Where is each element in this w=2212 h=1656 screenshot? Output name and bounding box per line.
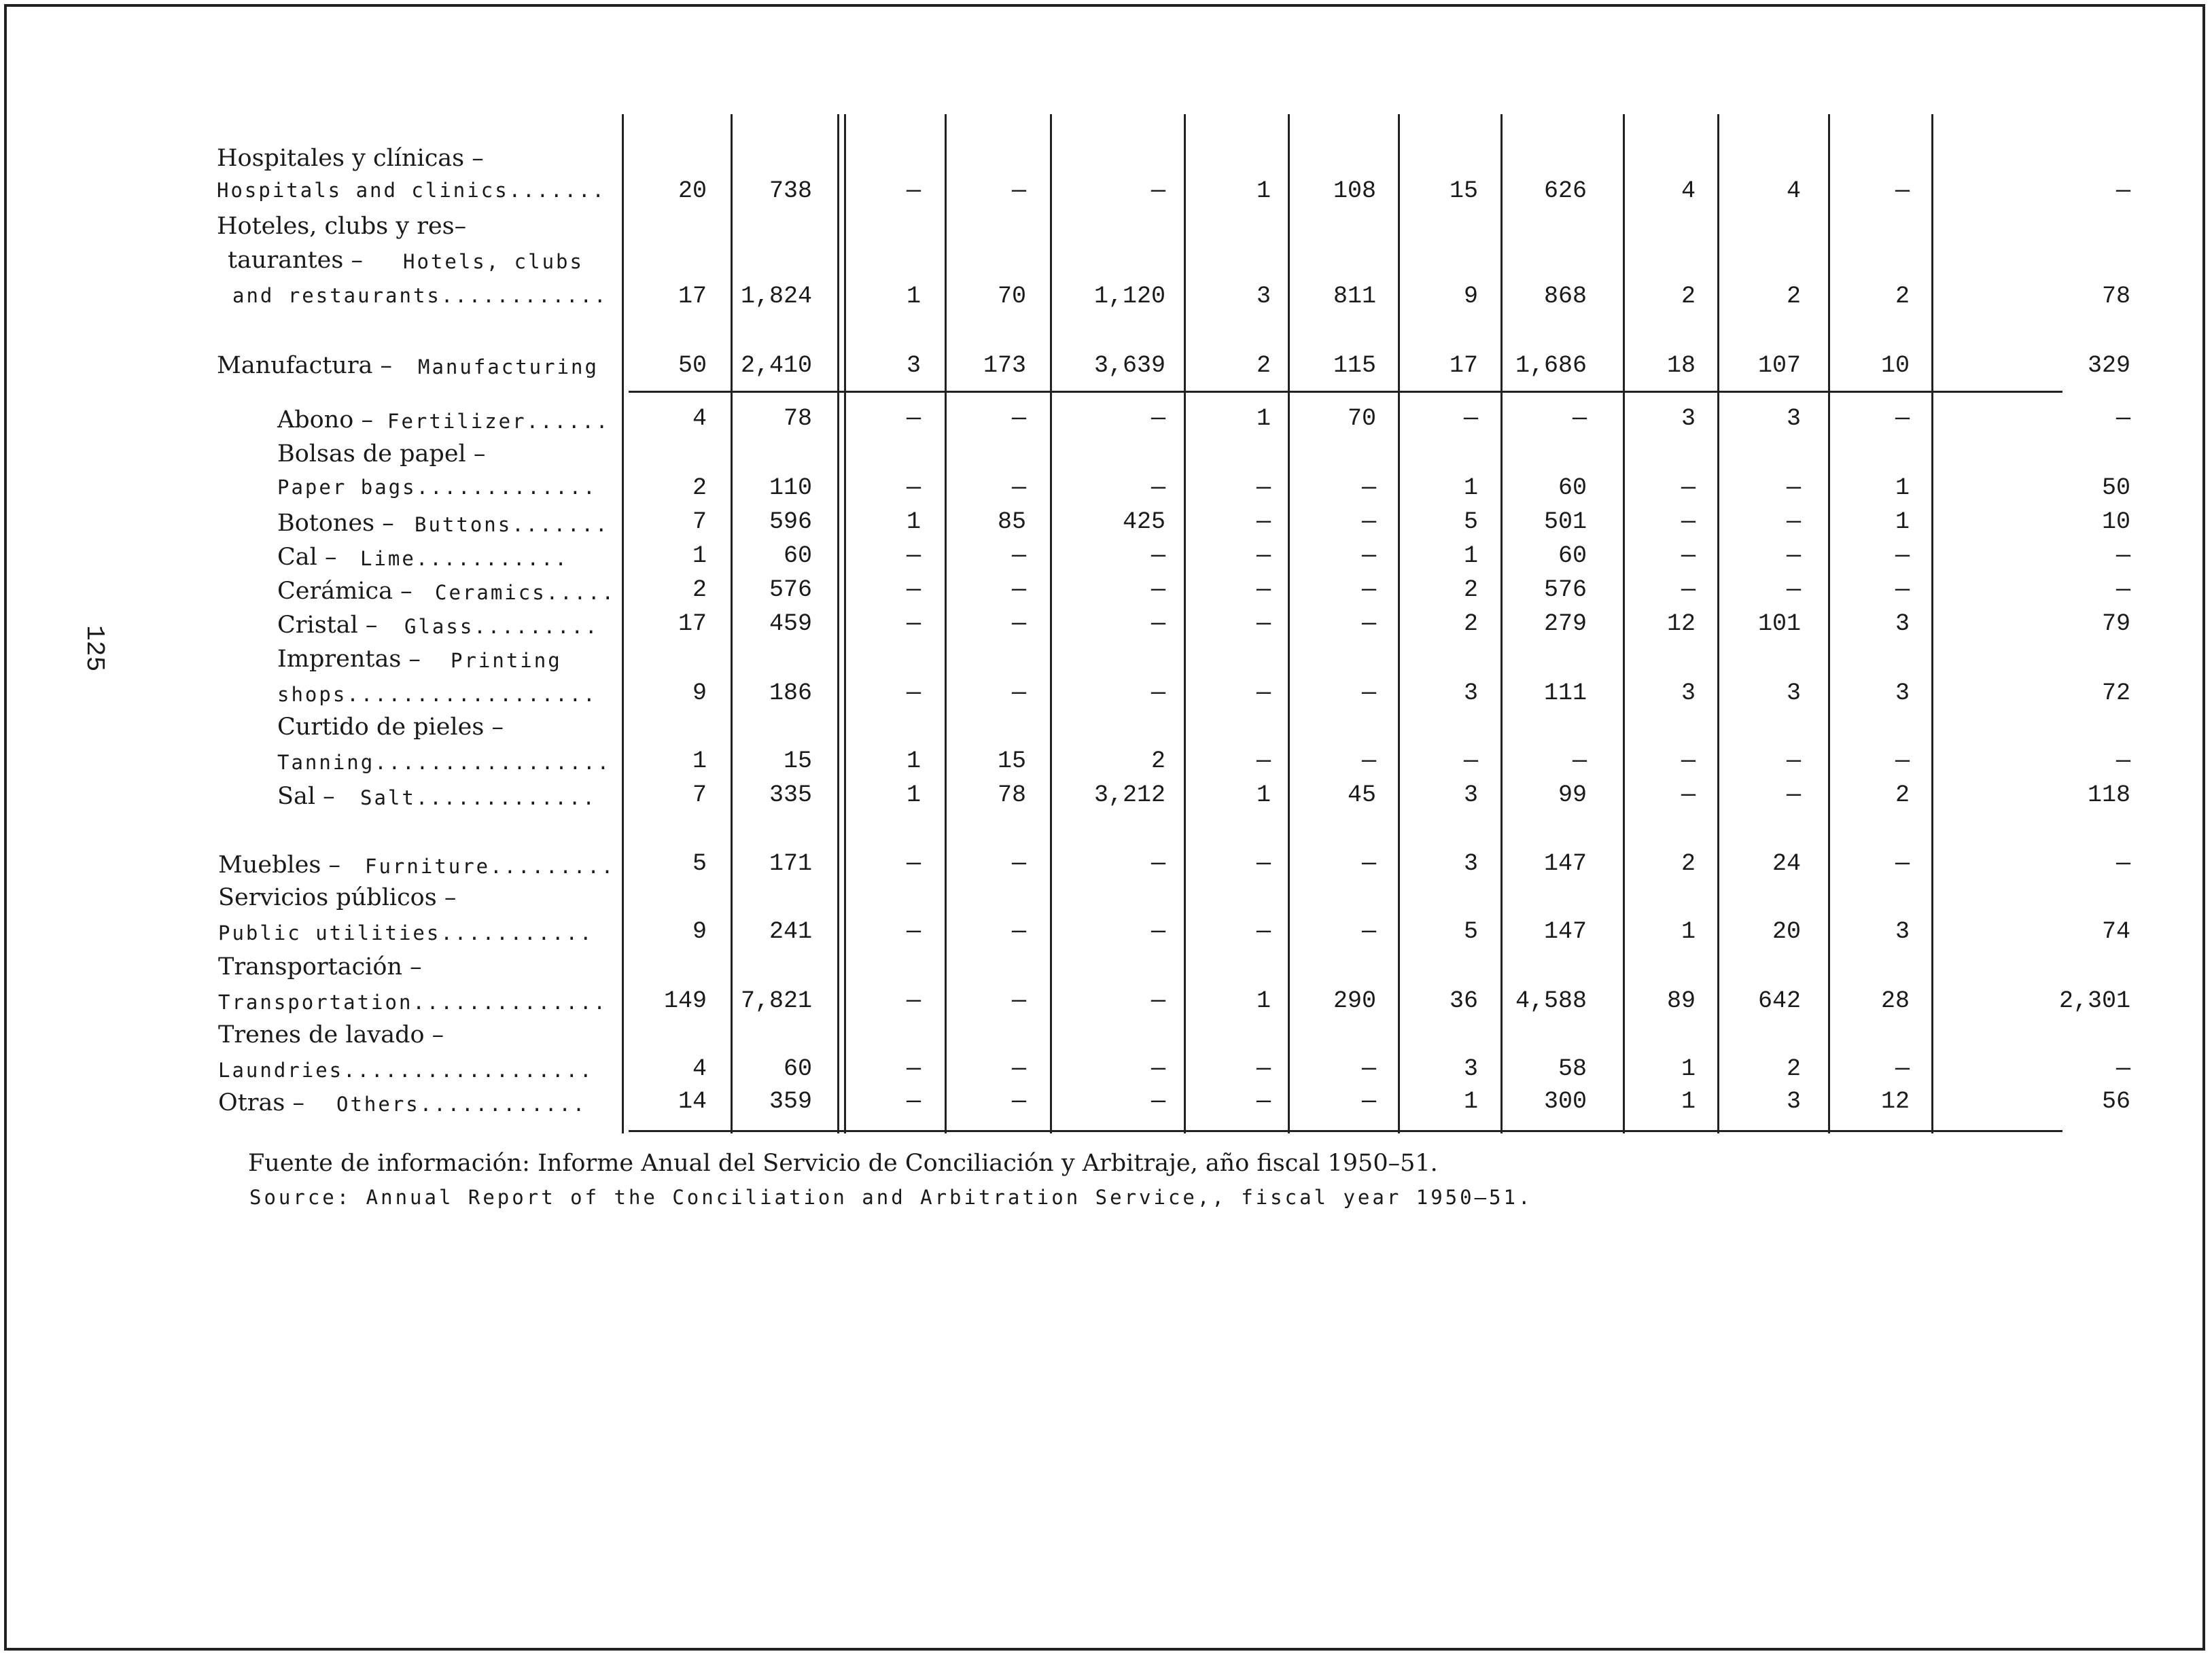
cell: 3 (1786, 405, 1801, 432)
cell: — (1256, 850, 1271, 877)
cell: — (2116, 576, 2130, 603)
row-label-es: Botones – (277, 510, 394, 537)
cell: — (1151, 610, 1165, 637)
cell: 12 (1666, 610, 1696, 637)
cell: 3 (1681, 680, 1696, 707)
row-label-en-inline: Furniture......... (365, 855, 616, 878)
cell: 4,588 (1515, 987, 1587, 1015)
cell: — (1681, 576, 1696, 603)
cell: — (906, 1055, 921, 1082)
cell: — (1256, 474, 1271, 501)
cell: 99 (1558, 781, 1587, 809)
row-label-es: Hoteles, clubs y res– (217, 213, 467, 240)
column-rule (1931, 114, 1933, 1133)
cell: 4 (1786, 177, 1801, 205)
cell: — (1256, 1055, 1271, 1082)
cell: 1 (906, 283, 921, 310)
cell: — (1256, 918, 1271, 945)
cell: 2,410 (740, 352, 812, 379)
cell: 1 (1256, 781, 1271, 809)
cell: 241 (769, 918, 812, 945)
cell: 4 (692, 405, 707, 432)
row-label-en-inline: Salt............. (360, 786, 597, 809)
row-label-en: Laundries.................. (218, 1059, 594, 1082)
cell: 2 (1463, 576, 1478, 603)
row-label-en-inline: Glass......... (404, 615, 599, 638)
cell: 335 (769, 781, 812, 809)
cell: — (906, 850, 921, 877)
bottom-rule (629, 1130, 2062, 1132)
cell: 60 (1558, 474, 1587, 501)
cell: — (906, 680, 921, 707)
row-label-es: Cristal – (277, 612, 378, 639)
cell: — (1463, 405, 1478, 432)
cell: 5 (1463, 508, 1478, 535)
cell: 173 (983, 352, 1026, 379)
row-label-es-cont: taurantes – (228, 247, 363, 274)
cell: 70 (1347, 405, 1376, 432)
cell: 9 (1463, 283, 1478, 310)
cell: 85 (997, 508, 1026, 535)
row-label-en-inline: Manufacturing (418, 355, 599, 378)
cell: — (1011, 987, 1026, 1015)
cell: 118 (2087, 781, 2130, 809)
row-label-es: Manufactura – (217, 352, 393, 379)
cell: — (1151, 177, 1165, 205)
cell: 2 (1786, 283, 1801, 310)
cell: — (1256, 1088, 1271, 1115)
cell: 1 (1256, 177, 1271, 205)
cell: 3 (1786, 680, 1801, 707)
cell: 290 (1333, 987, 1376, 1015)
cell: 78 (997, 781, 1026, 809)
cell: 12 (1880, 1088, 1910, 1115)
cell: 3 (1895, 918, 1910, 945)
cell: 17 (678, 283, 707, 310)
row-label-es: Cerámica – (277, 578, 412, 605)
row-label-en: shops.................. (277, 683, 597, 706)
cell: 2 (692, 474, 707, 501)
row-label-es: Curtido de pieles – (277, 714, 504, 741)
cell: — (1256, 576, 1271, 603)
cell: 1 (1895, 474, 1910, 501)
cell: — (1895, 542, 1910, 569)
cell: 110 (769, 474, 812, 501)
cell: — (1011, 405, 1026, 432)
cell: — (1786, 576, 1801, 603)
cell: 60 (1558, 542, 1587, 569)
cell: 4 (692, 1055, 707, 1082)
cell: 7 (692, 508, 707, 535)
cell: 28 (1880, 987, 1910, 1015)
cell: — (906, 177, 921, 205)
cell: — (1151, 405, 1165, 432)
cell: — (1011, 610, 1026, 637)
cell: 1,824 (740, 283, 812, 310)
cell: 15 (1449, 177, 1478, 205)
cell: — (1011, 474, 1026, 501)
cell: — (1681, 747, 1696, 775)
cell: 425 (1122, 508, 1165, 535)
cell: 576 (769, 576, 812, 603)
cell: — (1895, 405, 1910, 432)
cell: 1 (1681, 1055, 1696, 1082)
cell: 3 (1786, 1088, 1801, 1115)
cell: — (906, 405, 921, 432)
cell: — (1256, 680, 1271, 707)
cell: — (2116, 542, 2130, 569)
cell: — (1151, 680, 1165, 707)
cell: — (2116, 850, 2130, 877)
cell: 3 (906, 352, 921, 379)
row-label-en: Public utilities........... (218, 921, 594, 945)
cell: 171 (769, 850, 812, 877)
cell: 10 (1880, 352, 1910, 379)
cell: 1 (692, 542, 707, 569)
cell: 3 (1463, 850, 1478, 877)
row-label-en: and restaurants............ (232, 284, 608, 307)
cell: 15 (997, 747, 1026, 775)
column-rule (1050, 114, 1052, 1133)
cell: — (1151, 474, 1165, 501)
cell: — (1011, 1055, 1026, 1082)
row-label-en: Hospitals and clinics....... (217, 179, 606, 202)
cell: 576 (1543, 576, 1587, 603)
cell: 70 (997, 283, 1026, 310)
cell: — (1151, 542, 1165, 569)
cell: — (1011, 1088, 1026, 1115)
row-label-en: Transportation.............. (218, 991, 608, 1014)
cell: 17 (678, 610, 707, 637)
cell: 642 (1757, 987, 1801, 1015)
cell: 79 (2101, 610, 2130, 637)
cell: 626 (1543, 177, 1587, 205)
cell: 74 (2101, 918, 2130, 945)
cell: 359 (769, 1088, 812, 1115)
row-label-es: Bolsas de papel – (277, 440, 486, 468)
cell: 1 (1895, 508, 1910, 535)
cell: 3 (1895, 680, 1910, 707)
cell: 50 (2101, 474, 2130, 501)
cell: — (1361, 576, 1376, 603)
cell: 9 (692, 680, 707, 707)
cell: 2 (1681, 850, 1696, 877)
cell: 20 (678, 177, 707, 205)
cell: — (1681, 474, 1696, 501)
cell: 3 (1681, 405, 1696, 432)
cell: 15 (783, 747, 812, 775)
cell: 2 (1786, 1055, 1801, 1082)
row-label-es: Otras – (218, 1089, 304, 1116)
cell: 501 (1543, 508, 1587, 535)
row-label-en-inline: Others............ (336, 1093, 587, 1116)
cell: — (1895, 850, 1910, 877)
cell: — (906, 474, 921, 501)
page-number: 125 (80, 625, 109, 672)
cell: — (906, 542, 921, 569)
cell: 7 (692, 781, 707, 809)
statistics-table (207, 114, 2130, 1133)
cell: 1 (1463, 542, 1478, 569)
cell: 2 (1256, 352, 1271, 379)
cell: 2 (1151, 747, 1165, 775)
cell: 2 (1895, 781, 1910, 809)
cell: — (1895, 747, 1910, 775)
cell: 459 (769, 610, 812, 637)
cell: 9 (692, 918, 707, 945)
row-label-en: Paper bags............. (277, 476, 597, 499)
row-label-en: Tanning................. (277, 751, 612, 774)
cell: 18 (1666, 352, 1696, 379)
cell: — (1256, 508, 1271, 535)
cell: 17 (1449, 352, 1478, 379)
cell: 1 (1681, 1088, 1696, 1115)
manufacturing-rule (629, 391, 2062, 393)
cell: 2 (692, 576, 707, 603)
source-note-es: Fuente de información: Informe Anual del Servicio de Conciliación y Arbitraje, año fiscal 1950–51. (248, 1150, 1438, 1177)
cell: — (1011, 177, 1026, 205)
cell: 1 (1256, 987, 1271, 1015)
cell: 1 (1463, 474, 1478, 501)
cell: 1,120 (1093, 283, 1165, 310)
row-label-en-inline: Lime........... (360, 547, 569, 570)
cell: — (1361, 542, 1376, 569)
cell: — (906, 918, 921, 945)
row-label-es: Hospitales y clínicas – (217, 145, 484, 172)
cell: — (1151, 1055, 1165, 1082)
cell: 50 (678, 352, 707, 379)
cell: 2,301 (2058, 987, 2130, 1015)
cell: 20 (1772, 918, 1801, 945)
cell: — (1011, 850, 1026, 877)
cell: 149 (663, 987, 707, 1015)
cell: — (1011, 918, 1026, 945)
row-label-es: Trenes de lavado – (218, 1021, 444, 1049)
cell: 3 (1463, 781, 1478, 809)
cell: — (1361, 1055, 1376, 1082)
cell: — (2116, 1055, 2130, 1082)
row-label-es: Cal – (277, 544, 337, 571)
source-note-en: Source: Annual Report of the Conciliation and Arbitration Service,, fiscal year 1950–51. (249, 1186, 1533, 1209)
cell: — (906, 610, 921, 637)
cell: 7,821 (740, 987, 812, 1015)
cell: 107 (1757, 352, 1801, 379)
cell: — (1361, 850, 1376, 877)
cell: 60 (783, 1055, 812, 1082)
cell: 115 (1333, 352, 1376, 379)
cell: — (1361, 474, 1376, 501)
cell: 5 (1463, 918, 1478, 945)
cell: — (1151, 576, 1165, 603)
cell: — (1681, 508, 1696, 535)
cell: 2 (1463, 610, 1478, 637)
cell: — (1786, 542, 1801, 569)
cell: 1 (906, 508, 921, 535)
cell: — (1361, 1088, 1376, 1115)
row-label-es: Servicios públicos – (218, 884, 457, 911)
cell: 60 (783, 542, 812, 569)
cell: 4 (1681, 177, 1696, 205)
cell: 147 (1543, 918, 1587, 945)
cell: 3,639 (1093, 352, 1165, 379)
row-label-es: Abono – (277, 406, 373, 434)
cell: 5 (692, 850, 707, 877)
cell: — (1256, 747, 1271, 775)
cell: — (906, 1088, 921, 1115)
cell: 2 (1895, 283, 1910, 310)
cell: 811 (1333, 283, 1376, 310)
cell: — (1895, 576, 1910, 603)
cell: — (1361, 508, 1376, 535)
cell: — (1786, 474, 1801, 501)
row-label-es: Imprentas – (277, 646, 421, 673)
cell: 147 (1543, 850, 1587, 877)
row-label-en-inline: Fertilizer...... (387, 410, 610, 433)
cell: — (1011, 680, 1026, 707)
row-label-en-inline: Buttons....... (415, 513, 610, 536)
cell: — (2116, 747, 2130, 775)
cell: — (2116, 177, 2130, 205)
row-label-es: Sal – (277, 783, 335, 810)
cell: 3 (1256, 283, 1271, 310)
cell: 72 (2101, 680, 2130, 707)
cell: 2 (1681, 283, 1696, 310)
cell: 45 (1347, 781, 1376, 809)
cell: 279 (1543, 610, 1587, 637)
cell: 56 (2101, 1088, 2130, 1115)
cell: 3 (1463, 1055, 1478, 1082)
cell: 24 (1772, 850, 1801, 877)
cell: — (906, 987, 921, 1015)
cell: — (1256, 542, 1271, 569)
cell: — (1572, 747, 1587, 775)
row-label-en-inline: Ceramics..... (435, 581, 616, 604)
cell: — (906, 576, 921, 603)
cell: — (1361, 918, 1376, 945)
cell: 738 (769, 177, 812, 205)
cell: — (1151, 850, 1165, 877)
cell: 3 (1895, 610, 1910, 637)
cell: 1 (692, 747, 707, 775)
cell: 10 (2101, 508, 2130, 535)
cell: 111 (1543, 680, 1587, 707)
cell: — (1681, 542, 1696, 569)
row-label-es: Transportación – (218, 953, 422, 981)
cell: 58 (1558, 1055, 1587, 1082)
cell: — (1786, 508, 1801, 535)
cell: 868 (1543, 283, 1587, 310)
cell: — (1895, 177, 1910, 205)
cell: — (1011, 542, 1026, 569)
cell: 3,212 (1093, 781, 1165, 809)
cell: 1 (906, 747, 921, 775)
cell: 78 (2101, 283, 2130, 310)
cell: — (1151, 1088, 1165, 1115)
cell: — (1361, 610, 1376, 637)
cell: — (1151, 918, 1165, 945)
row-label-en-inline: Printing (451, 649, 562, 672)
cell: 1 (1256, 405, 1271, 432)
cell: — (1786, 781, 1801, 809)
cell: 329 (2087, 352, 2130, 379)
cell: 36 (1449, 987, 1478, 1015)
cell: 1 (1681, 918, 1696, 945)
cell: 1,686 (1515, 352, 1587, 379)
cell: 14 (678, 1088, 707, 1115)
cell: — (1681, 781, 1696, 809)
cell: 186 (769, 680, 812, 707)
cell: — (2116, 405, 2130, 432)
cell: — (1361, 680, 1376, 707)
cell: — (1151, 987, 1165, 1015)
cell: — (1786, 747, 1801, 775)
cell: 596 (769, 508, 812, 535)
cell: — (1463, 747, 1478, 775)
row-label-es: Muebles – (218, 851, 340, 879)
cell: — (1256, 610, 1271, 637)
cell: 1 (1463, 1088, 1478, 1115)
cell: — (1011, 576, 1026, 603)
cell: 78 (783, 405, 812, 432)
cell: — (1361, 747, 1376, 775)
row-label-en-inline: Hotels, clubs (403, 250, 584, 273)
cell: 108 (1333, 177, 1376, 205)
cell: 101 (1757, 610, 1801, 637)
cell: 300 (1543, 1088, 1587, 1115)
cell: 3 (1463, 680, 1478, 707)
cell: — (1895, 1055, 1910, 1082)
cell: 1 (906, 781, 921, 809)
cell: — (1572, 405, 1587, 432)
cell: 89 (1666, 987, 1696, 1015)
